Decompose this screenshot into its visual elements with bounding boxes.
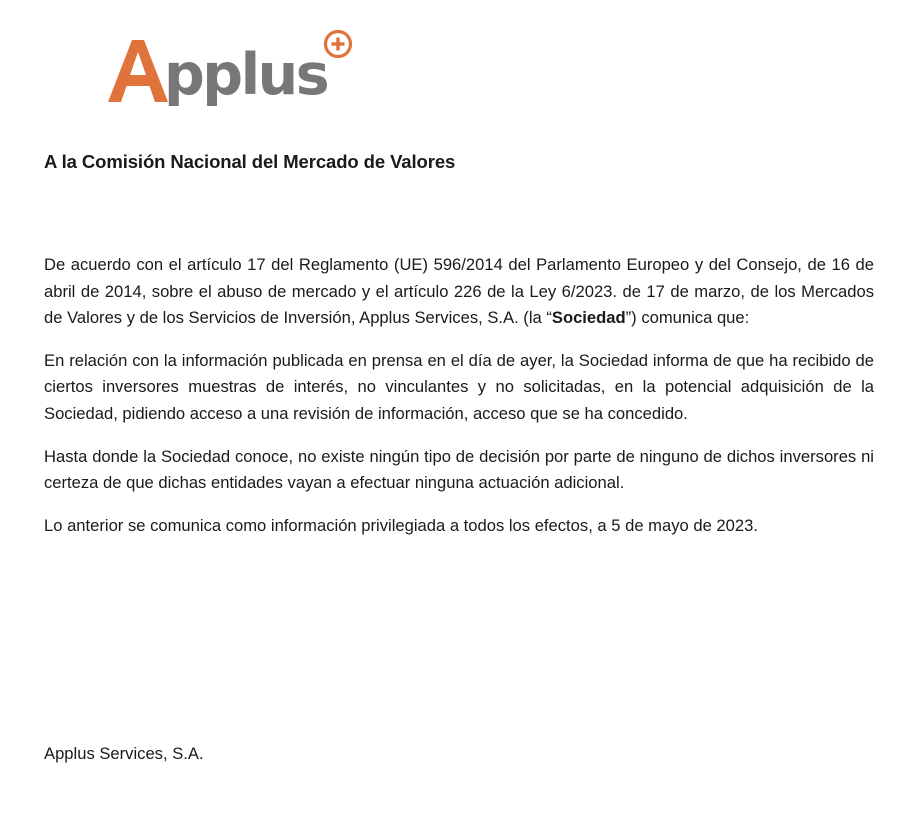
logo-wordmark: pplus (164, 42, 328, 108)
addressee-heading: A la Comisión Nacional del Mercado de Valores (44, 151, 456, 172)
logo-a-letterform (108, 40, 168, 102)
defined-term: Sociedad (551, 308, 626, 328)
paragraph-text: De acuerdo con el artículo 17 del Reglamento (UE) 596/2014 del Parlamento Europeo y del Consejo, de 16 de abril de 2014, sobre el abuso de mercado y el artículo 226 de la Ley 6/2023. de 17 de marzo, de los Mercados de Valores y de los Servicios de Inversión, Applus Services, S.A. (la “ (44, 255, 874, 328)
letter-body (44, 252, 874, 555)
paragraph-legal-basis (44, 252, 874, 332)
paragraph-information: En relación con la información publicada en prensa en el día de ayer, la Sociedad informa de que ha recibido de ciertos inversores muestras de interés, no vinculantes y no solicitadas, en la potencial adquisición de la Sociedad, pidiendo acceso a una revisión de información, acceso que se ha concedido. (44, 350, 874, 423)
signature: Applus Services, S.A. (44, 744, 204, 763)
applus-logo (108, 24, 358, 108)
paragraph-decision: Hasta donde la Sociedad conoce, no existe ningún tipo de decisión por parte de ninguno de dichos inversores ni certeza de que dichas entidades vayan a efectuar ninguna actuación adicional. (44, 446, 874, 493)
plus-circle-icon (326, 32, 351, 57)
paragraph-closing: Lo anterior se comunica como información privilegiada a todos los efectos, a 5 de mayo de 2023. (44, 515, 758, 535)
paragraph-text: ”) comunica que: (625, 308, 750, 328)
